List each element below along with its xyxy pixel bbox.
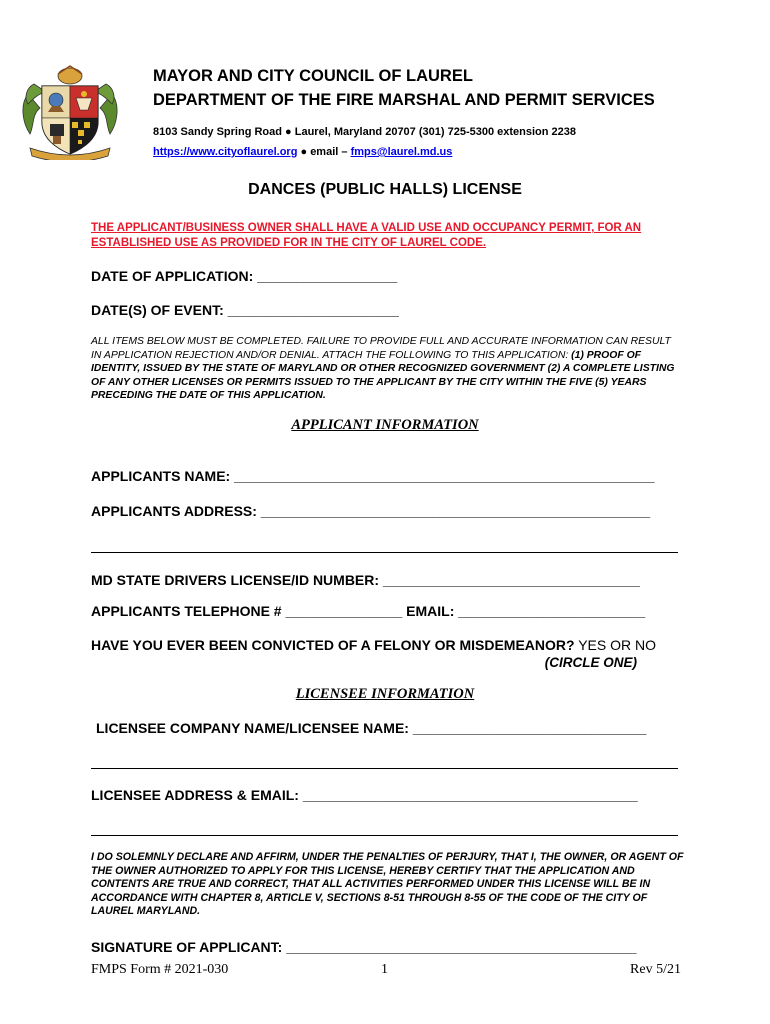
city-seal-icon	[20, 64, 120, 160]
instructions-attachments: (1) PROOF OF IDENTITY, ISSUED BY THE STATE OF MARYLAND OR OTHER RECOGNIZED GOVERNMENT (2) A COMPLETE LISTING OF ANY OTHER LICENSES OR PERMITS ISSUED TO THE APPLICANT BY THE CITY WITHIN THE FIVE (5) YEARS PRECEDING THE DATE OF THIS APPLICATION.	[91, 349, 675, 401]
licensee-section-heading: LICENSEE INFORMATION	[295, 686, 475, 702]
use-occupancy-notice	[91, 221, 691, 251]
organization-name: MAYOR AND CITY COUNCIL OF LAUREL	[153, 67, 473, 85]
applicant-name-field[interactable]: APPLICANTS NAME: ______________________________________________________	[91, 468, 655, 484]
notice-code-link[interactable]: LAUREL CODE.	[400, 237, 487, 249]
circle-one-note: (CIRCLE ONE)	[544, 655, 637, 670]
perjury-declaration: I DO SOLEMNLY DECLARE AND AFFIRM, UNDER THE PENALTIES OF PERJURY, THAT I, THE OWNER, OR AGENT OF THE OWNER AUTHORIZED TO APPLY FOR THIS LICENSE, HEREBY CERTIFY THAT THE APPLICATION AND CONTENTS ARE TRUE AND CORRECT, THAT ALL ACTIVITIES PERFORMED UNDER THIS LICENSE WILL BE IN ACCORDANCE WITH CHAPTER 8, ARTICLE V, SECTIONS 8-51 THROUGH 8-55 OF THE CODE OF THE CITY OF LAUREL MARYLAND.	[91, 851, 684, 918]
dates-of-event-field[interactable]: DATE(S) OF EVENT: ______________________	[91, 302, 399, 318]
licensee-address-email-field[interactable]: LICENSEE ADDRESS & EMAIL: ___________________________________________	[91, 787, 638, 803]
notice-text: THE APPLICANT/BUSINESS OWNER SHALL HAVE A VALID USE AND OCCUPANCY PERMIT, FOR AN ESTABLISHED USE AS PROVIDED FOR IN THE CITY OF	[91, 222, 642, 249]
licensee-company-line-2[interactable]	[91, 768, 678, 769]
date-of-application-field[interactable]: DATE OF APPLICATION: __________________	[91, 268, 398, 284]
form-number: FMPS Form # 2021-030	[91, 962, 229, 977]
telephone-email-field[interactable]: APPLICANTS TELEPHONE # _______________ EMAIL: ________________________	[91, 603, 646, 619]
applicant-section-heading: APPLICANT INFORMATION	[291, 417, 479, 433]
felony-question	[91, 637, 656, 653]
revision-date: Rev 5/21	[630, 962, 681, 977]
licensee-company-field[interactable]: LICENSEE COMPANY NAME/LICENSEE NAME: ______________________________	[96, 720, 647, 736]
applicant-address-line-2[interactable]	[91, 552, 678, 553]
yes-or-no-options[interactable]: YES OR NO	[574, 637, 657, 653]
licensee-address-line-2[interactable]	[91, 835, 678, 836]
department-name: DEPARTMENT OF THE FIRE MARSHAL AND PERMIT SERVICES	[153, 91, 655, 109]
drivers-license-field[interactable]: MD STATE DRIVERS LICENSE/ID NUMBER: _________________________________	[91, 572, 640, 588]
page-number: 1	[381, 962, 388, 977]
website-link[interactable]: https://www.cityoflaurel.org	[153, 146, 298, 158]
applicant-address-field[interactable]: APPLICANTS ADDRESS: __________________________________________________	[91, 503, 651, 519]
contact-web-line	[153, 146, 452, 158]
document-title: DANCES (PUBLIC HALLS) LICENSE	[248, 181, 522, 198]
contact-address: 8103 Sandy Spring Road ● Laurel, Maryland 20707 (301) 725-5300 extension 2238	[153, 126, 577, 138]
instructions-body: ALL ITEMS BELOW MUST BE COMPLETED. FAILURE TO PROVIDE FULL AND ACCURATE INFORMATION CAN RESULT IN APPLICATION REJECTION AND/OR DENIAL. ATTACH THE FOLLOWING TO THIS APPLICATION:	[91, 336, 671, 361]
felony-question-text: HAVE YOU EVER BEEN CONVICTED OF A FELONY OR MISDEMEANOR?	[91, 637, 575, 653]
email-separator: ● email –	[297, 146, 351, 158]
instructions-text	[91, 335, 681, 403]
signature-field[interactable]: SIGNATURE OF APPLICANT: _____________________________________________	[91, 939, 637, 955]
email-link[interactable]: fmps@laurel.md.us	[350, 146, 453, 158]
